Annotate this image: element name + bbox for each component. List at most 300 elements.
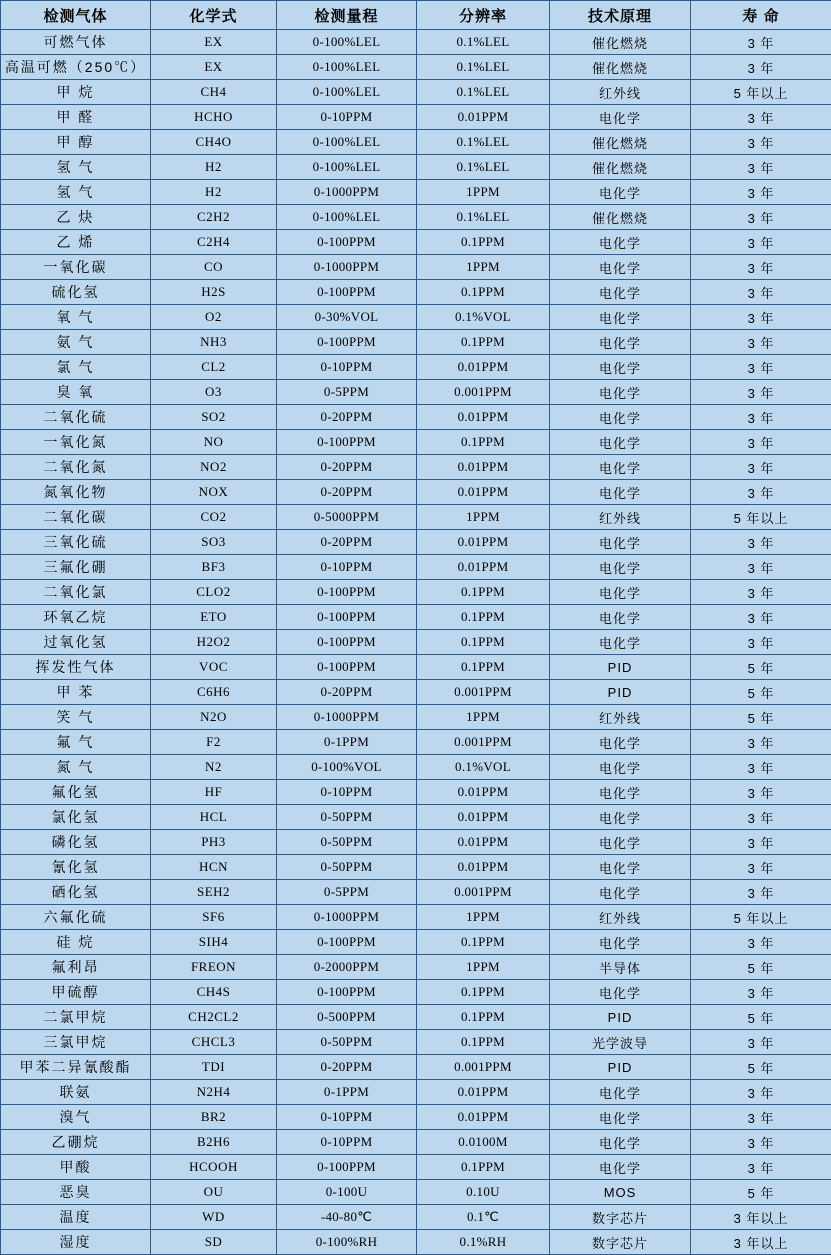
- cell-gas: 氯 气: [1, 355, 151, 380]
- cell-resolution: 0.001PPM: [417, 680, 550, 705]
- table-row: [1, 1055, 831, 1080]
- cell-resolution: 0.001PPM: [417, 730, 550, 755]
- cell-lifespan: 3 年: [691, 155, 831, 180]
- cell-gas: 三氯甲烷: [1, 1030, 151, 1055]
- cell-lifespan: 3 年: [691, 605, 831, 630]
- cell-technology: 红外线: [550, 705, 691, 730]
- cell-resolution: 0.1℃: [417, 1205, 550, 1230]
- cell-formula: HCOOH: [151, 1155, 277, 1180]
- cell-technology: 半导体: [550, 955, 691, 980]
- cell-range: 0-1000PPM: [277, 180, 417, 205]
- cell-resolution: 0.01PPM: [417, 780, 550, 805]
- cell-technology: 催化燃烧: [550, 205, 691, 230]
- cell-lifespan: 5 年以上: [691, 505, 831, 530]
- cell-technology: PID: [550, 1055, 691, 1080]
- cell-range: 0-1000PPM: [277, 905, 417, 930]
- cell-range: 0-100PPM: [277, 230, 417, 255]
- cell-formula: H2S: [151, 280, 277, 305]
- cell-resolution: 1PPM: [417, 955, 550, 980]
- cell-range: 0-20PPM: [277, 480, 417, 505]
- cell-formula: WD: [151, 1205, 277, 1230]
- cell-technology: 电化学: [550, 1080, 691, 1105]
- cell-resolution: 0.01PPM: [417, 1080, 550, 1105]
- cell-formula: EX: [151, 55, 277, 80]
- table-row: [1, 880, 831, 905]
- cell-resolution: 0.01PPM: [417, 805, 550, 830]
- cell-formula: SEH2: [151, 880, 277, 905]
- column-header-technology: 技术原理: [550, 1, 691, 30]
- cell-technology: 电化学: [550, 480, 691, 505]
- cell-gas: 甲 烷: [1, 80, 151, 105]
- cell-technology: 催化燃烧: [550, 130, 691, 155]
- cell-range: 0-1000PPM: [277, 705, 417, 730]
- cell-resolution: 0.1PPM: [417, 930, 550, 955]
- cell-range: 0-2000PPM: [277, 955, 417, 980]
- cell-formula: HF: [151, 780, 277, 805]
- cell-resolution: 0.01PPM: [417, 555, 550, 580]
- cell-lifespan: 3 年: [691, 255, 831, 280]
- cell-range: 0-5PPM: [277, 880, 417, 905]
- cell-range: 0-10PPM: [277, 555, 417, 580]
- cell-formula: CLO2: [151, 580, 277, 605]
- cell-lifespan: 3 年: [691, 230, 831, 255]
- cell-formula: N2O: [151, 705, 277, 730]
- cell-range: 0-1PPM: [277, 1080, 417, 1105]
- cell-lifespan: 5 年以上: [691, 905, 831, 930]
- cell-range: 0-100%LEL: [277, 80, 417, 105]
- cell-gas: 氢 气: [1, 180, 151, 205]
- cell-lifespan: 5 年: [691, 1180, 831, 1205]
- table-row: [1, 305, 831, 330]
- cell-gas: 甲酸: [1, 1155, 151, 1180]
- cell-gas: 一氧化氮: [1, 430, 151, 455]
- cell-formula: C6H6: [151, 680, 277, 705]
- cell-technology: 数字芯片: [550, 1205, 691, 1230]
- cell-formula: HCN: [151, 855, 277, 880]
- cell-resolution: 1PPM: [417, 505, 550, 530]
- cell-lifespan: 3 年: [691, 180, 831, 205]
- cell-formula: H2: [151, 180, 277, 205]
- cell-lifespan: 3 年: [691, 1130, 831, 1155]
- cell-technology: 电化学: [550, 230, 691, 255]
- table-row: [1, 480, 831, 505]
- cell-gas: 环氧乙烷: [1, 605, 151, 630]
- cell-lifespan: 3 年: [691, 130, 831, 155]
- cell-lifespan: 3 年: [691, 830, 831, 855]
- cell-lifespan: 5 年: [691, 680, 831, 705]
- cell-lifespan: 3 年: [691, 405, 831, 430]
- cell-resolution: 0.1PPM: [417, 980, 550, 1005]
- cell-technology: 红外线: [550, 905, 691, 930]
- cell-formula: O3: [151, 380, 277, 405]
- cell-lifespan: 3 年: [691, 1030, 831, 1055]
- cell-resolution: 1PPM: [417, 905, 550, 930]
- cell-range: 0-1000PPM: [277, 255, 417, 280]
- table-row: [1, 830, 831, 855]
- cell-gas: 乙 炔: [1, 205, 151, 230]
- cell-formula: O2: [151, 305, 277, 330]
- cell-range: 0-100%VOL: [277, 755, 417, 780]
- table-body: [1, 30, 831, 1255]
- cell-gas: 氧 气: [1, 305, 151, 330]
- table-row: [1, 1230, 831, 1255]
- cell-range: 0-30%VOL: [277, 305, 417, 330]
- cell-resolution: 0.1PPM: [417, 1030, 550, 1055]
- table-row: [1, 355, 831, 380]
- cell-range: 0-20PPM: [277, 530, 417, 555]
- table-row: [1, 555, 831, 580]
- cell-formula: NO: [151, 430, 277, 455]
- cell-resolution: 0.1PPM: [417, 430, 550, 455]
- cell-technology: 红外线: [550, 505, 691, 530]
- cell-gas: 二氯甲烷: [1, 1005, 151, 1030]
- cell-lifespan: 3 年: [691, 855, 831, 880]
- cell-range: 0-100PPM: [277, 930, 417, 955]
- cell-technology: 电化学: [550, 580, 691, 605]
- cell-technology: 电化学: [550, 855, 691, 880]
- cell-technology: 电化学: [550, 430, 691, 455]
- cell-resolution: 0.10U: [417, 1180, 550, 1205]
- cell-resolution: 1PPM: [417, 255, 550, 280]
- table-row: [1, 955, 831, 980]
- cell-gas: 二氧化硫: [1, 405, 151, 430]
- table-row: [1, 1155, 831, 1180]
- cell-technology: 电化学: [550, 280, 691, 305]
- cell-resolution: 0.1%VOL: [417, 755, 550, 780]
- cell-formula: B2H6: [151, 1130, 277, 1155]
- cell-lifespan: 3 年: [691, 930, 831, 955]
- cell-resolution: 0.01PPM: [417, 355, 550, 380]
- cell-lifespan: 3 年: [691, 205, 831, 230]
- cell-lifespan: 3 年: [691, 455, 831, 480]
- cell-range: 0-100%LEL: [277, 55, 417, 80]
- cell-formula: SIH4: [151, 930, 277, 955]
- cell-range: 0-5PPM: [277, 380, 417, 405]
- cell-resolution: 0.01PPM: [417, 855, 550, 880]
- cell-resolution: 0.1PPM: [417, 630, 550, 655]
- cell-formula: CO2: [151, 505, 277, 530]
- cell-technology: 红外线: [550, 80, 691, 105]
- cell-resolution: 0.1%LEL: [417, 55, 550, 80]
- cell-formula: CH4: [151, 80, 277, 105]
- cell-gas: 三氧化硫: [1, 530, 151, 555]
- cell-formula: CO: [151, 255, 277, 280]
- cell-formula: BR2: [151, 1105, 277, 1130]
- cell-technology: 催化燃烧: [550, 155, 691, 180]
- cell-resolution: 0.001PPM: [417, 1055, 550, 1080]
- cell-gas: 硫化氢: [1, 280, 151, 305]
- cell-formula: N2H4: [151, 1080, 277, 1105]
- cell-range: 0-100PPM: [277, 1155, 417, 1180]
- cell-formula: TDI: [151, 1055, 277, 1080]
- cell-technology: 光学波导: [550, 1030, 691, 1055]
- cell-technology: 电化学: [550, 805, 691, 830]
- cell-technology: 电化学: [550, 555, 691, 580]
- table-row: [1, 1130, 831, 1155]
- cell-formula: SO3: [151, 530, 277, 555]
- cell-formula: CH4O: [151, 130, 277, 155]
- cell-gas: 高温可燃（250℃）: [1, 55, 151, 80]
- table-row: [1, 1005, 831, 1030]
- table-row: [1, 855, 831, 880]
- cell-formula: BF3: [151, 555, 277, 580]
- cell-formula: H2: [151, 155, 277, 180]
- cell-resolution: 0.1PPM: [417, 1005, 550, 1030]
- cell-range: 0-100PPM: [277, 655, 417, 680]
- cell-gas: 乙硼烷: [1, 1130, 151, 1155]
- cell-formula: HCL: [151, 805, 277, 830]
- cell-resolution: 0.1PPM: [417, 605, 550, 630]
- cell-lifespan: 3 年: [691, 980, 831, 1005]
- cell-gas: 乙 烯: [1, 230, 151, 255]
- cell-gas: 三氟化硼: [1, 555, 151, 580]
- cell-gas: 二氧化氮: [1, 455, 151, 480]
- table-row: [1, 55, 831, 80]
- cell-technology: 催化燃烧: [550, 30, 691, 55]
- cell-lifespan: 5 年: [691, 1055, 831, 1080]
- cell-technology: 电化学: [550, 455, 691, 480]
- cell-resolution: 0.1%LEL: [417, 130, 550, 155]
- cell-range: 0-50PPM: [277, 1030, 417, 1055]
- cell-lifespan: 3 年: [691, 30, 831, 55]
- cell-resolution: 0.1PPM: [417, 230, 550, 255]
- cell-range: 0-100PPM: [277, 630, 417, 655]
- cell-resolution: 0.01PPM: [417, 530, 550, 555]
- cell-formula: NH3: [151, 330, 277, 355]
- cell-range: 0-100PPM: [277, 980, 417, 1005]
- cell-lifespan: 3 年: [691, 280, 831, 305]
- table-row: [1, 430, 831, 455]
- cell-technology: 电化学: [550, 330, 691, 355]
- cell-lifespan: 3 年: [691, 430, 831, 455]
- cell-technology: 电化学: [550, 980, 691, 1005]
- table-row: [1, 930, 831, 955]
- cell-resolution: 0.01PPM: [417, 480, 550, 505]
- cell-gas: 可燃气体: [1, 30, 151, 55]
- cell-technology: 数字芯片: [550, 1230, 691, 1255]
- cell-gas: 磷化氢: [1, 830, 151, 855]
- cell-gas: 过氧化氢: [1, 630, 151, 655]
- cell-range: 0-100PPM: [277, 330, 417, 355]
- cell-technology: 电化学: [550, 780, 691, 805]
- table-row: [1, 505, 831, 530]
- cell-range: 0-5000PPM: [277, 505, 417, 530]
- table-header-row: [1, 1, 831, 30]
- cell-range: 0-10PPM: [277, 1130, 417, 1155]
- column-header-range: 检测量程: [277, 1, 417, 30]
- cell-technology: PID: [550, 1005, 691, 1030]
- cell-lifespan: 3 年: [691, 530, 831, 555]
- cell-gas: 甲苯二异氰酸酯: [1, 1055, 151, 1080]
- cell-range: 0-20PPM: [277, 455, 417, 480]
- cell-lifespan: 3 年以上: [691, 1205, 831, 1230]
- cell-resolution: 0.01PPM: [417, 105, 550, 130]
- cell-lifespan: 3 年: [691, 1155, 831, 1180]
- cell-technology: 电化学: [550, 730, 691, 755]
- cell-technology: PID: [550, 655, 691, 680]
- table-row: [1, 230, 831, 255]
- column-header-formula: 化学式: [151, 1, 277, 30]
- cell-formula: OU: [151, 1180, 277, 1205]
- cell-resolution: 0.001PPM: [417, 380, 550, 405]
- cell-technology: 电化学: [550, 830, 691, 855]
- table-row: [1, 1180, 831, 1205]
- cell-technology: 电化学: [550, 605, 691, 630]
- cell-formula: CH2CL2: [151, 1005, 277, 1030]
- cell-range: 0-100%RH: [277, 1230, 417, 1255]
- cell-technology: 电化学: [550, 1155, 691, 1180]
- cell-gas: 温度: [1, 1205, 151, 1230]
- table-row: [1, 405, 831, 430]
- cell-technology: 电化学: [550, 755, 691, 780]
- cell-lifespan: 5 年: [691, 955, 831, 980]
- cell-resolution: 0.1PPM: [417, 655, 550, 680]
- table-row: [1, 605, 831, 630]
- column-header-lifespan: 寿 命: [691, 1, 831, 30]
- table-row: [1, 30, 831, 55]
- cell-resolution: 1PPM: [417, 705, 550, 730]
- table-row: [1, 280, 831, 305]
- cell-lifespan: 3 年: [691, 880, 831, 905]
- cell-lifespan: 3 年: [691, 580, 831, 605]
- cell-lifespan: 5 年: [691, 655, 831, 680]
- cell-range: 0-100%LEL: [277, 155, 417, 180]
- table-row: [1, 530, 831, 555]
- table-row: [1, 1030, 831, 1055]
- cell-range: 0-100PPM: [277, 580, 417, 605]
- cell-lifespan: 3 年: [691, 105, 831, 130]
- cell-formula: SD: [151, 1230, 277, 1255]
- cell-formula: SO2: [151, 405, 277, 430]
- cell-gas: 硒化氢: [1, 880, 151, 905]
- cell-resolution: 0.1PPM: [417, 280, 550, 305]
- cell-formula: SF6: [151, 905, 277, 930]
- cell-lifespan: 3 年: [691, 555, 831, 580]
- cell-range: 0-100U: [277, 1180, 417, 1205]
- cell-range: 0-100%LEL: [277, 205, 417, 230]
- cell-formula: CH4S: [151, 980, 277, 1005]
- cell-range: 0-100%LEL: [277, 30, 417, 55]
- table-row: [1, 805, 831, 830]
- cell-range: 0-20PPM: [277, 405, 417, 430]
- cell-technology: 电化学: [550, 305, 691, 330]
- cell-resolution: 0.1%LEL: [417, 30, 550, 55]
- cell-technology: MOS: [550, 1180, 691, 1205]
- cell-technology: 电化学: [550, 255, 691, 280]
- cell-formula: F2: [151, 730, 277, 755]
- cell-formula: H2O2: [151, 630, 277, 655]
- cell-gas: 溴气: [1, 1105, 151, 1130]
- cell-resolution: 0.1%RH: [417, 1230, 550, 1255]
- table-row: [1, 205, 831, 230]
- cell-gas: 笑 气: [1, 705, 151, 730]
- cell-gas: 臭 氧: [1, 380, 151, 405]
- cell-range: 0-500PPM: [277, 1005, 417, 1030]
- cell-technology: 电化学: [550, 180, 691, 205]
- table-row: [1, 580, 831, 605]
- cell-gas: 湿度: [1, 1230, 151, 1255]
- table-row: [1, 105, 831, 130]
- cell-lifespan: 3 年: [691, 380, 831, 405]
- cell-range: 0-10PPM: [277, 780, 417, 805]
- cell-resolution: 0.001PPM: [417, 880, 550, 905]
- cell-gas: 甲 醇: [1, 130, 151, 155]
- cell-resolution: 0.01PPM: [417, 405, 550, 430]
- cell-gas: 二氧化氯: [1, 580, 151, 605]
- cell-lifespan: 3 年: [691, 1105, 831, 1130]
- cell-gas: 氯化氢: [1, 805, 151, 830]
- cell-formula: CL2: [151, 355, 277, 380]
- cell-gas: 氰化氢: [1, 855, 151, 880]
- cell-lifespan: 3 年: [691, 55, 831, 80]
- cell-technology: 电化学: [550, 1130, 691, 1155]
- cell-gas: 甲 苯: [1, 680, 151, 705]
- cell-resolution: 0.01PPM: [417, 1105, 550, 1130]
- cell-lifespan: 5 年: [691, 705, 831, 730]
- cell-formula: FREON: [151, 955, 277, 980]
- cell-range: 0-100PPM: [277, 280, 417, 305]
- cell-gas: 氮氧化物: [1, 480, 151, 505]
- cell-formula: PH3: [151, 830, 277, 855]
- cell-formula: C2H4: [151, 230, 277, 255]
- table-row: [1, 180, 831, 205]
- cell-resolution: 0.1PPM: [417, 330, 550, 355]
- table-row: [1, 1205, 831, 1230]
- cell-resolution: 1PPM: [417, 180, 550, 205]
- table-row: [1, 130, 831, 155]
- table-row: [1, 680, 831, 705]
- cell-lifespan: 3 年: [691, 330, 831, 355]
- cell-lifespan: 5 年以上: [691, 80, 831, 105]
- cell-range: 0-50PPM: [277, 805, 417, 830]
- table-row: [1, 780, 831, 805]
- cell-technology: 催化燃烧: [550, 55, 691, 80]
- cell-resolution: 0.1%LEL: [417, 80, 550, 105]
- cell-technology: 电化学: [550, 380, 691, 405]
- cell-lifespan: 3 年以上: [691, 1230, 831, 1255]
- table-row: [1, 455, 831, 480]
- table-row: [1, 630, 831, 655]
- cell-gas: 二氧化碳: [1, 505, 151, 530]
- cell-gas: 硅 烷: [1, 930, 151, 955]
- table-row: [1, 330, 831, 355]
- cell-resolution: 0.01PPM: [417, 830, 550, 855]
- cell-resolution: 0.1PPM: [417, 580, 550, 605]
- cell-formula: N2: [151, 755, 277, 780]
- cell-range: 0-20PPM: [277, 1055, 417, 1080]
- table-row: [1, 730, 831, 755]
- cell-lifespan: 3 年: [691, 805, 831, 830]
- cell-lifespan: 3 年: [691, 630, 831, 655]
- cell-gas: 氟利昂: [1, 955, 151, 980]
- cell-range: 0-50PPM: [277, 830, 417, 855]
- cell-range: 0-10PPM: [277, 355, 417, 380]
- cell-formula: CHCL3: [151, 1030, 277, 1055]
- column-header-resolution: 分辨率: [417, 1, 550, 30]
- cell-range: 0-100%LEL: [277, 130, 417, 155]
- cell-gas: 氮 气: [1, 755, 151, 780]
- table-row: [1, 905, 831, 930]
- cell-technology: 电化学: [550, 105, 691, 130]
- cell-resolution: 0.0100M: [417, 1130, 550, 1155]
- cell-gas: 甲 醛: [1, 105, 151, 130]
- cell-lifespan: 3 年: [691, 780, 831, 805]
- cell-technology: 电化学: [550, 1105, 691, 1130]
- table-header: [1, 1, 831, 30]
- cell-gas: 挥发性气体: [1, 655, 151, 680]
- cell-lifespan: 3 年: [691, 1080, 831, 1105]
- cell-range: 0-50PPM: [277, 855, 417, 880]
